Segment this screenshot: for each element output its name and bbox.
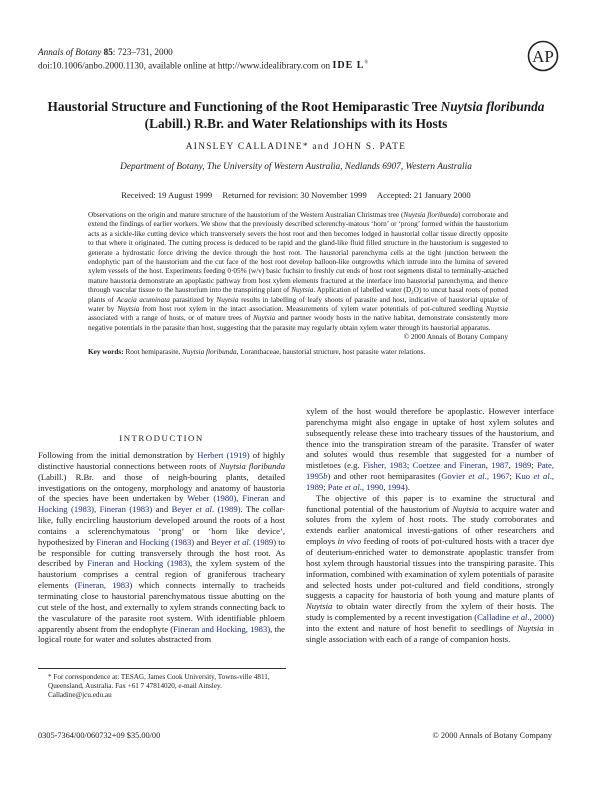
citation-link[interactable]: Fineran and Hocking (1983) [38, 493, 286, 515]
journal-volume: 85 [103, 47, 113, 57]
citation-link[interactable]: Weber (1980) [187, 493, 237, 504]
citation-link[interactable]: Kuo et al., 1989 [306, 471, 554, 492]
issn-line: 0305-7364/00/060732+09 $35.00/00 [38, 731, 161, 740]
citation-link[interactable]: Govier et al., 1967 [441, 471, 510, 482]
citation-link[interactable]: 1994 [387, 481, 405, 492]
citation-link[interactable]: Beyer et al. (1989) [171, 504, 241, 515]
submission-dates [36, 190, 556, 200]
svg-text:AP: AP [532, 47, 554, 66]
authors: AINSLEY CALLADINE* and JOHN S. PATE [185, 142, 407, 152]
citation-link[interactable]: Fineran and Hocking (1983) [87, 558, 191, 569]
abstract: Observations on the origin and mature structure of the haustorium of the Western Australian Christmas tree (Nuytsia floribunda) corroborate and extend the findings of earlier workers. We show that the previously described sclerenchy-matous ‘horn’ or ‘prong’ formed within the haustorium acts as a sickle-like cutting device which transversely severs the host root and then becomes lodged in haustorial collar tissue directly opposite to that where it originated. The cutting process is deduced to be rapid and the gland-like fluid filled structure in the haustorium is suggested to generate a hydrostatic force driving the device through the host root. The haustorial parenchyma cells at the tight junction between the endophytic part of the haustorium and the cut face of the host root develop balloon-like outgrowths which intrude into the lumina of severed xylem vessels of the host. Experiments feeding 0·05% (w/v) basic fuchsin to freshly cut ends of host root segments distal to terminally-attached mature haustoria demonstrate an apoplastic pathway from host xylem elements fractured at the interface into haustorial parenchyma, and thence through vascular tissue to the haustorium into the transpiring plant of Nuytsia. Application of labelled water (D₂O) to uncut basal roots of potted plants of Acacia acuminata parasitized by Nuytsia results in labelling of leafy shoots of parasite and host, indicative of haustorial uptake of water by Nuytsia from host root xylem in the intact association. Measurements of xylem water potentials of pot-cultured seedling Nuytsia associated with a range of hosts, or of mature trees of Nuytsia and partner woody hosts in the native habitat, demonstrate consistently more negative potentials in the parasite than host, suggesting that the parasite may regularly obtain xylem water through its haustorial apparatus. © 2000 Annals of Botany Company [88, 211, 509, 342]
date-revision: Returned for revision: 30 November 1999 [222, 190, 367, 200]
journal-pages: : 723–731, 2000 [112, 47, 173, 57]
correspondence-footnote: * For correspondence at: TESAG, James Cook University, Towns-ville 4811, Queensland, Australia. Fax +61 7 47814020, e-mail Ainsley. Calladine@jcu.edu.au [48, 673, 270, 700]
intro-paragraph-2: The objective of this paper is to examine the structural and functional potential of the haustorium of Nuytsia to acquire water and solutes from the xylem of host roots. The study corroborates and extends earlier anatomical investi-gations of other researchers and employs in vivo feeding of roots of pot-cultured hosts with a tracer dye of deuterium-enriched water to demonstrate apoplastic transfer from host xylem through haustorial tissues into the transpiring parasite. This information, combined with examination of xylem potentials of parasite and selected hosts under pot-cultured and field conditions, strongly suggests a capacity for haustoria of both young and mature plants of Nuytsia to obtain water directly from the xylem of their hosts. The study is complemented by a recent investigation (Calladine et al., 2000) into the extent and nature of host benefit to seedlings of Nuytsia in single association with each of a range of companion hosts. [306, 492, 555, 644]
journal-name: Annals of Botany [38, 47, 102, 57]
abstract-copyright: © 2000 Annals of Botany Company [403, 333, 508, 342]
paper-title: Haustorial Structure and Functioning of the Root Hemiparastic Tree Nuytsia floribunda (Labill.) R.Br. and Water Relationships with its Hosts [47, 99, 545, 131]
footnote-divider [38, 668, 286, 669]
citation-link[interactable]: Pate et al., 1990 [327, 481, 384, 492]
academic-press-ap-logo-icon [527, 40, 559, 72]
doi-line[interactable]: doi:10.1006/anbo.2000.1130, available online at http://www.idealibrary.com on [38, 60, 331, 71]
citation-link[interactable]: Fisher, 1983 [362, 460, 407, 471]
citation-link[interactable]: Fineran (1983) [99, 504, 153, 515]
affiliation: Department of Botany, The University of Western Australia, Nedlands 6907, Western Australia [120, 162, 472, 172]
footer-copyright: © 2000 Annals of Botany Company [432, 731, 552, 740]
citation-link[interactable]: Calladine et al., 2000 [477, 612, 552, 623]
intro-column-right: xylem of the host would therefore be apoplastic. However interface parenchyma might also engage in uptake of host xylem solutes and subsequently release these into tracheary tissues of the haustorium, and thence into the transpiration stream of the parasite. Transfer of water and solutes would thus resemble that suggested for a number of mistletoes (e.g. Fisher, 1983; Coetzee and Fineran, 1987, 1989; Pate, 1995b) and other root hemiparasites (Govier et al., 1967; Kuo et al., 1989; Pate et al., 1990, 1994). The objective of this paper is to examine the structural and functional potential of the haustorium of Nuytsia to acquire water and solutes from the xylem of host roots. The study corroborates and extends earlier anatomical investi-gations of other researchers and employs in vivo feeding of roots of pot-cultured hosts with a tracer dye of deuterium-enriched water to demonstrate apoplastic transfer from host xylem through haustorial tissues into the transpiring parasite. This information, combined with examination of xylem potentials of parasite and selected hosts under pot-cultured and field conditions, strongly suggests a capacity for haustoria of both young and mature plants of Nuytsia to obtain water directly from the xylem of their hosts. The study is complemented by a recent investigation (Calladine et al., 2000) into the extent and nature of host benefit to seedlings of Nuytsia in single association with each of a range of companion hosts. [306, 406, 555, 644]
ideal-logo: IDE L® [332, 60, 370, 72]
date-received: Received: 19 August 1999 [121, 190, 213, 200]
keywords: Key words: Root hemiparasite, Nuytsia floribunda, Loranthaceae, haustorial structure, host parasite water relations. [88, 348, 426, 356]
date-accepted: Accepted: 21 January 2000 [376, 190, 471, 200]
intro-column-left: Following from the initial demonstration by Herbert (1919) of highly distinctive haustorial connections between roots of Nuytsia floribunda (Labill.) R.Br. and those of neigh-bouring plants, detailed investigations on the ontogeny, morphology and anatomy of haustoria of the species have been undertaken by Weber (1980), Fineran and Hocking (1983), Fineran (1983) and Beyer et al. (1989). The collar-like, fully encircling haustorium developed around the roots of a host contains a sclerenchymatous ‘prong’ or ‘horn like device’, hypothesized by Fineran and Hocking (1983) and Beyer et al. (1989) to be responsible for cutting transversely through the host root. As described by Fineran and Hocking (1983), the xylem system of the haustorium comprises a central region of graniferous tracheary elements (Fineran, 1983) which connects internally to tracheids terminating close to haustorial parenchymatous tissue abutting on the cut stele of the host, and externally to xylem strands connecting back to the vasculature of the parasite root system. With identifiable phloem apparently absent from the endophyte (Fineran and Hocking, 1983), the logical route for water and solutes abstracted from [38, 450, 286, 645]
journal-header [38, 46, 478, 72]
citation-link[interactable]: Beyer et al. (1989) [210, 536, 277, 547]
citation-link[interactable]: Fineran, 1983 [77, 580, 130, 591]
citation-link[interactable]: Fineran and Hocking, 1983 [173, 623, 268, 634]
citation-link[interactable]: Herbert (1919) [197, 450, 250, 460]
citation-link[interactable]: 1989 [514, 460, 532, 471]
citation-link[interactable]: Coetzee and Fineran, 1987 [412, 460, 509, 471]
section-heading-introduction: INTRODUCTION [119, 433, 204, 443]
citation-link[interactable]: Pate, 1995b [306, 460, 555, 482]
citation-link[interactable]: Fineran and Hocking (1983) [96, 536, 195, 547]
